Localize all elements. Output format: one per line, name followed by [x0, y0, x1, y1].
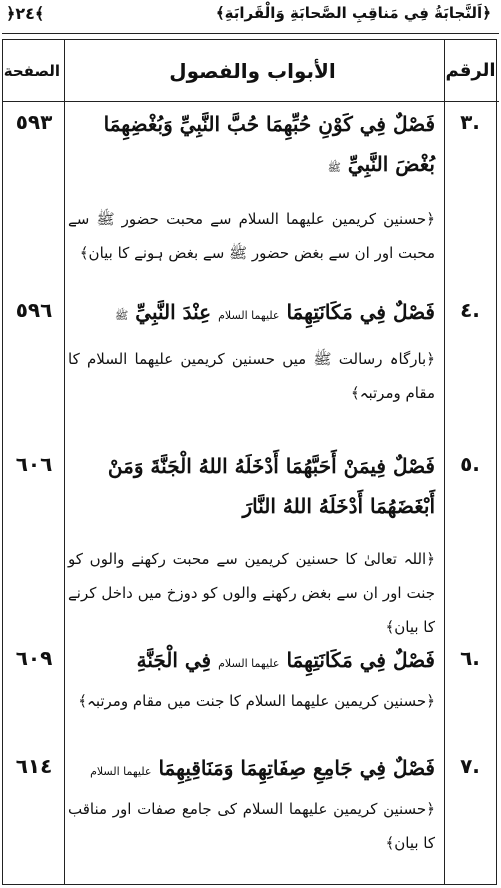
row-number: .٣ — [460, 110, 480, 134]
honorific: عليهما السلام — [218, 657, 280, 670]
arabic-text: بُغْضَ النَّبِيِّ — [347, 152, 435, 176]
row-number: .٧ — [460, 754, 480, 778]
arabic-text: عِنْدَ النَّبِيِّ — [135, 300, 212, 324]
column-divider-number — [444, 39, 445, 885]
header-rule — [2, 33, 499, 34]
row-page: ٦٠٩ — [15, 646, 53, 670]
chapter-description-urdu: ﴿بارگاہ رسالت ﷺ میں حسنین کریمین علیهما السلام کا مقام ومرتبہ﴾ — [68, 350, 435, 402]
honorific: عليهما السلام — [90, 765, 152, 778]
column-header-page: الصفحة — [3, 62, 60, 80]
page-number: ﴿٢٤﴾ — [6, 4, 45, 23]
row-number: .٦ — [460, 646, 480, 670]
row-page: ٥٩٣ — [15, 110, 53, 134]
chapter-title-arabic — [68, 292, 435, 336]
row-number: .٤ — [460, 298, 480, 322]
column-divider-page — [64, 39, 65, 885]
arabic-text: فَصْلٌ فِي جَامِعِ صِفَاتِهِمَا وَمَنَاقِبِهِمَا — [158, 756, 435, 780]
chapter-title-arabic — [68, 446, 435, 526]
arabic-text: فَصْلٌ فِي مَكَانَتِهِمَا — [286, 648, 435, 672]
arabic-text: أَبْغَضَهُمَا أَدْخَلَهُ اللهُ النَّارَ — [242, 494, 435, 518]
chapter-description-urdu: ﴿اللہ تعالیٰ کا حسنین کریمین سے محبت رکھنے والوں کو جنت اور ان سے بغض رکھنے والوں کو دوزخ میں داخل کرنے کا بیان﴾ — [68, 550, 435, 636]
chapter-title-arabic — [68, 104, 435, 188]
arabic-text: فَصْلٌ فِي مَكَانَتِهِمَا — [286, 300, 435, 324]
row-page: ٥٩٦ — [15, 298, 53, 322]
row-page: ٦٠٦ — [15, 452, 53, 476]
chapter-title-arabic — [68, 640, 435, 684]
chapter-description-urdu: ﴿حسنین کریمین علیهما السلام کا جنت میں مقام ومرتبہ﴾ — [78, 692, 435, 710]
chapter-title-arabic — [68, 748, 435, 792]
arabic-text: فَصْلٌ فِيمَنْ أَحَبَّهُمَا أَدْخَلَهُ اللهُ الْجَنَّةَ وَمَنْ — [107, 454, 435, 478]
row-page: ٦١٤ — [15, 754, 53, 778]
chapter-description-urdu: ﴿حسنین کریمین علیهما السلام سے محبت حضور ﷺ سے محبت اور ان سے بغض حضور ﷺ سے بغض ہونے کا بیان﴾ — [68, 210, 435, 262]
honorific: ﷺ — [327, 161, 341, 174]
column-header-number: الرقم — [445, 60, 496, 81]
arabic-text: فَصْلٌ فِي كَوْنِ حُبِّهِمَا حُبَّ النَّبِيِّ وَبُغْضِهِمَا — [103, 112, 435, 136]
header-divider — [2, 101, 499, 102]
row-number: .٥ — [460, 452, 480, 476]
column-header-chapters: الأبواب والفصول — [169, 59, 336, 83]
book-title: ﴿اَلنَّجابَةُ فِي مَناقِبِ الصَّحابَةِ وَالْقَرابَةِ﴾ — [215, 4, 491, 22]
page-header — [0, 0, 501, 34]
chapter-description-urdu: ﴿حسنین کریمین علیهما السلام کی جامع صفات اور مناقب کا بیان﴾ — [68, 800, 435, 852]
arabic-text: فِي الْجَنَّةِ — [136, 648, 212, 672]
honorific: عليهما السلام — [218, 309, 280, 322]
honorific: ﷺ — [115, 309, 129, 322]
